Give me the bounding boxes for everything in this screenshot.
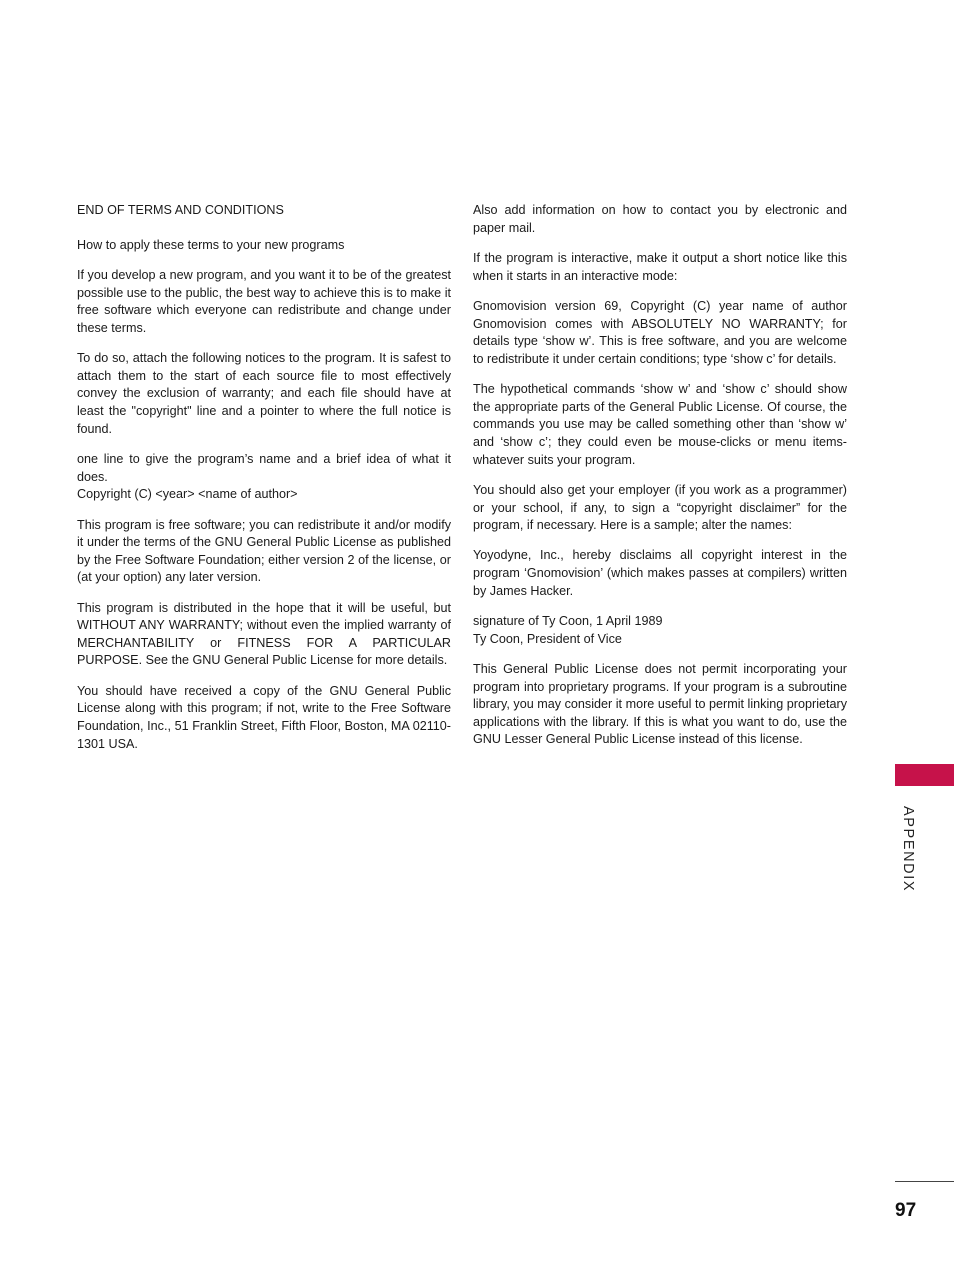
left-paragraph-8: This program is distributed in the hope that it will be useful, but WITHOUT ANY WARRANTY; without even the implied warranty of MERCHANTABILITY or FITNESS FOR A PARTICULAR PURPOSE. See the GNU General Public License for more details. — [77, 600, 451, 668]
left-paragraph-5: one line to give the program’s name and a brief idea of what it does. — [77, 451, 451, 484]
left-paragraph-1: END OF TERMS AND CONDITIONS — [77, 203, 284, 217]
right-paragraph-2: If the program is interactive, make it output a short notice like this when it starts in an interactive mode: — [473, 250, 847, 283]
section-tab-marker — [895, 764, 954, 786]
right-paragraph-9: This General Public License does not permit incorporating your program into proprietary programs. If your program is a subroutine library, you may consider it more useful to permit linking proprietary applications with the library. If this is what you want to do, use the GNU Lesser General Public License instead of this license. — [473, 662, 847, 747]
left-paragraph-6: Copyright (C) <year> <name of author> — [77, 487, 298, 502]
right-paragraph-3: Gnomovision version 69, Copyright (C) year name of author Gnomovision comes with ABSOLUTELY NO WARRANTY; for details type ‘show w’. This is free software, and you are welcome to redistribute it under certain conditions; type ‘show c’ for details. — [473, 298, 847, 366]
left-paragraph-2: How to apply these terms to your new programs — [77, 237, 345, 252]
right-paragraph-1: Also add information on how to contact you by electronic and paper mail. — [473, 203, 847, 235]
right-paragraph-4: The hypothetical commands ‘show w’ and ‘show c’ should show the appropriate parts of the General Public License. Of course, the commands you use may be called something other than ‘show w’ and ‘show c’; they could even be mouse-clicks or menu items-whatever suits your program. — [473, 382, 847, 467]
right-paragraph-8: Ty Coon, President of Vice — [473, 631, 622, 646]
right-paragraph-5: You should also get your employer (if you work as a programmer) or your school, if any, to sign a “copyright disclaimer” for the program, if necessary. Here is a sample; alter the names: — [473, 482, 847, 533]
left-text-column — [77, 202, 451, 766]
section-label: APPENDIX — [900, 806, 916, 893]
left-paragraph-9: You should have received a copy of the GNU General Public License along with this program; if not, write to the Free Software Foundation, Inc., 51 Franklin Street, Fifth Floor, Boston, MA 02110-1301 USA. — [77, 683, 451, 751]
right-paragraph-7: signature of Ty Coon, 1 April 1989 — [473, 614, 663, 629]
footer-divider — [895, 1181, 954, 1182]
right-paragraph-6: Yoyodyne, Inc., hereby disclaims all copyright interest in the program ‘Gnomovision’ (which makes passes at compilers) written by James Hacker. — [473, 548, 847, 598]
left-paragraph-3: If you develop a new program, and you want it to be of the greatest possible use to the public, the best way to achieve this is to make it free software which everyone can redistribute and change under these terms. — [77, 267, 451, 335]
left-paragraph-7: This program is free software; you can redistribute it and/or modify it under the terms of the GNU General Public License as published by the Free Software Foundation; either version 2 of the license, or (at your option) any later version. — [77, 517, 451, 585]
page-number: 97 — [895, 1200, 917, 1221]
right-text-column — [473, 202, 847, 762]
left-paragraph-4: To do so, attach the following notices to the program. It is safest to attach them to the start of each source file to most effectively convey the exclusion of warranty; and each file should have at least the "copyright" line and a pointer to where the full notice is found. — [77, 351, 451, 436]
